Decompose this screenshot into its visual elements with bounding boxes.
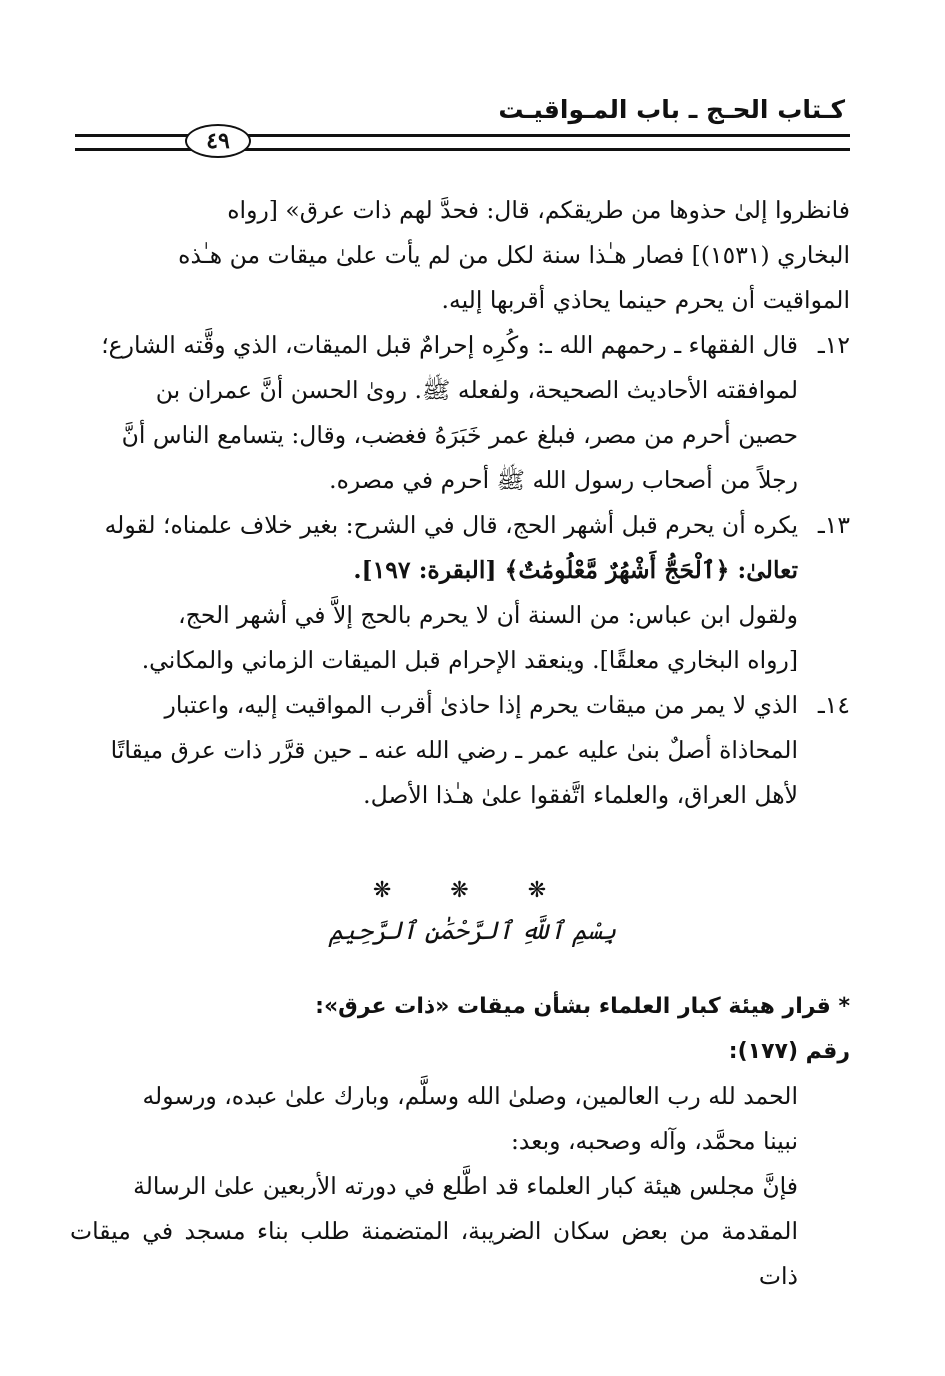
- text-line: لموافقته الأحاديث الصحيحة، ولفعله ﷺ. روىٰ الحسن أنَّ عمران بن: [155, 376, 798, 404]
- text-line: يكره أن يحرم قبل أشهر الحج، قال في الشرح: بغير خلاف علمناه؛ لقوله: [104, 511, 798, 539]
- paragraph: [70, 188, 850, 323]
- section-heading: * قرار هيئة كبار العلماء بشأن ميقات «ذات عرق»:: [315, 994, 850, 1019]
- numbered-item: [70, 683, 850, 818]
- text-line: تعالىٰ: ﴿ٱلْحَجُّ أَشْهُرٌ مَّعْلُومَٰتٌ﴾ [البقرة: ١٩٧].: [353, 556, 798, 584]
- page-number: ٤٩: [206, 128, 230, 154]
- text-line: رجلاً من أصحاب رسول الله ﷺ أحرم في مصره.: [329, 466, 798, 494]
- resolution-section: [70, 984, 850, 1299]
- text-line: المقدمة من بعض سكان الضريبة، المتضمنة طلب بناء مسجد في ميقات ذات: [70, 1217, 798, 1290]
- basmala: بِسْمِ ٱللَّهِ ٱلرَّحْمَٰنِ ٱلرَّحِيمِ: [328, 916, 617, 945]
- text-line: نبينا محمَّد، وآله وصحبه، وبعد:: [511, 1127, 798, 1155]
- paragraph: [70, 1074, 850, 1164]
- text-line: فإنَّ مجلس هيئة كبار العلماء قد اطَّلع في دورته الأربعين علىٰ الرسالة: [133, 1172, 798, 1200]
- text-line: لأهل العراق، والعلماء اتَّفقوا علىٰ هـٰذا الأصل.: [363, 781, 798, 809]
- resolution-number: رقم (١٧٧):: [728, 1039, 850, 1064]
- item-number: ١٣ـ: [817, 511, 850, 539]
- text-line: الحمد لله رب العالمين، وصلىٰ الله وسلَّم، وبارك علىٰ عبده، ورسوله: [142, 1082, 798, 1110]
- text-line: المحاذاة أصلٌ بنىٰ عليه عمر ـ رضي الله عنه ـ حين قرَّر ذات عرق ميقاتًا: [110, 736, 798, 764]
- body-text: [70, 188, 850, 818]
- text-line: فانظروا إلىٰ حذوها من طريقكم، قال: فحدَّ لهم ذات عرق» [رواه: [227, 196, 850, 224]
- numbered-item: [70, 323, 850, 503]
- text-line: قال الفقهاء ـ رحمهم الله ـ: وكُرِه إحرامٌ قبل الميقات، الذي وقَّته الشارع؛: [101, 331, 798, 359]
- running-header-title: كـتاب الحـج ـ باب المـواقيـت: [498, 95, 845, 124]
- text-line: ولقول ابن عباس: من السنة أن لا يحرم بالحج إلاَّ في أشهر الحج،: [178, 601, 798, 629]
- item-number: ١٢ـ: [817, 331, 850, 359]
- numbered-item: [70, 503, 850, 593]
- text-line: حصين أحرم من مصر، فبلغ عمر خَبَرَهُ فغضب، وقال: يتسامع الناس أنَّ: [121, 421, 798, 449]
- page-number-badge: [185, 124, 251, 158]
- text-line: المواقيت أن يحرم حينما يحاذي أقربها إليه.: [441, 286, 850, 314]
- text-line: البخاري (١٥٣١)] فصار هـٰذا سنة لكل من لم يأت علىٰ ميقات من هـٰذه: [178, 241, 850, 269]
- item-number: ١٤ـ: [817, 691, 850, 719]
- paragraph: [70, 593, 850, 683]
- paragraph: [70, 1164, 850, 1299]
- section-separator: ❋ ❋ ❋: [372, 878, 573, 903]
- text-line: [رواه البخاري معلقًا]. وينعقد الإحرام قبل الميقات الزماني والمكاني.: [141, 646, 798, 674]
- text-line: الذي لا يمر من ميقات يحرم إذا حاذىٰ أقرب المواقيت إليه، واعتبار: [164, 691, 798, 719]
